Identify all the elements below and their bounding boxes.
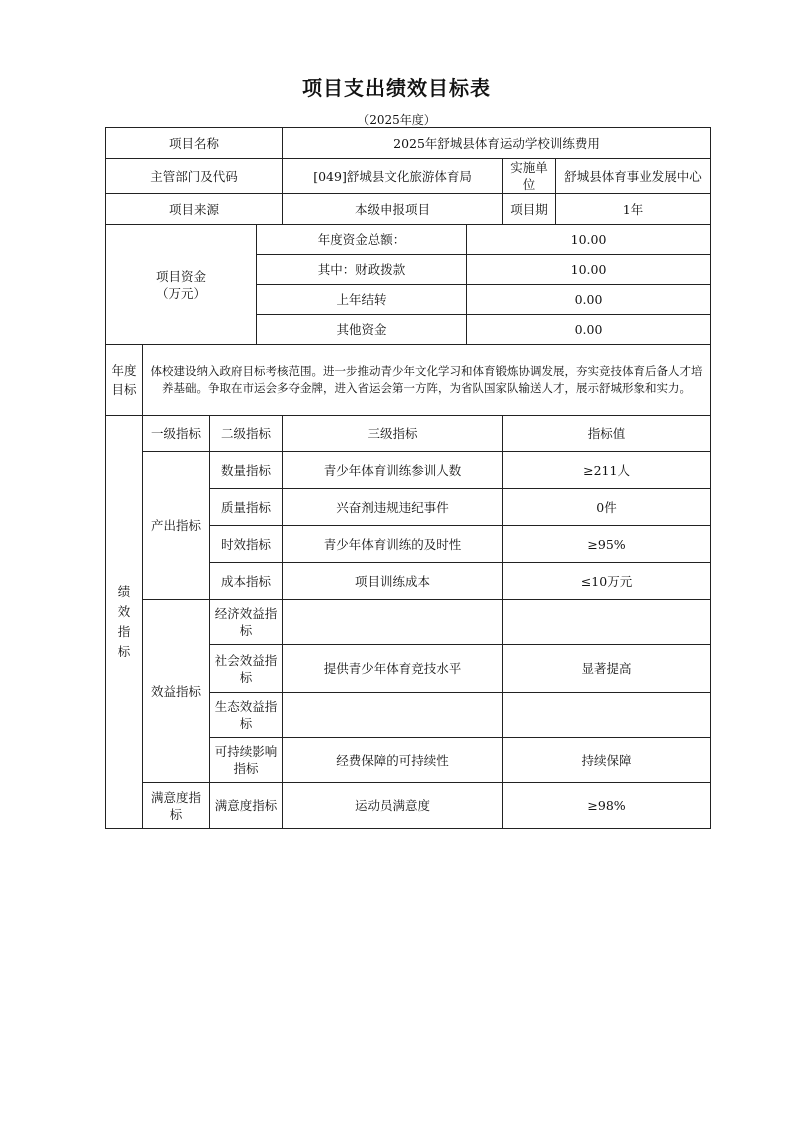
benefit-label: 效益指标 bbox=[143, 600, 210, 783]
source-value: 本级申报项目 bbox=[283, 194, 503, 225]
indicator-level3: 项目训练成本 bbox=[283, 563, 503, 600]
indicator-level3 bbox=[283, 693, 503, 738]
indicator-row bbox=[106, 783, 711, 829]
header-level2: 二级指标 bbox=[210, 416, 283, 452]
funds-fiscal-label: 其中：财政拨款 bbox=[257, 255, 467, 285]
page-title: 项目支出绩效目标表 bbox=[302, 76, 491, 100]
indicator-value: 持续保障 bbox=[503, 738, 711, 783]
indicator-level2: 满意度指标 bbox=[210, 783, 283, 829]
year-subtitle: （2025年度） bbox=[357, 113, 436, 127]
project-name-label: 项目名称 bbox=[106, 128, 283, 159]
indicator-value: 0件 bbox=[503, 489, 711, 526]
indicator-level2: 质量指标 bbox=[210, 489, 283, 526]
funds-row bbox=[106, 225, 711, 255]
indicator-level2: 社会效益指标 bbox=[210, 645, 283, 693]
dept-label: 主管部门及代码 bbox=[106, 159, 283, 194]
indicator-row bbox=[106, 600, 711, 645]
dept-value: [049]舒城县文化旅游体育局 bbox=[283, 159, 503, 194]
indicator-level2: 时效指标 bbox=[210, 526, 283, 563]
indicator-level2: 成本指标 bbox=[210, 563, 283, 600]
indicators-side-text: 绩效指标 bbox=[117, 584, 131, 659]
goal-label-text: 年度目标 bbox=[111, 363, 137, 397]
indicator-value: ≥98% bbox=[503, 783, 711, 829]
indicator-level3: 提供青少年体育竞技水平 bbox=[283, 645, 503, 693]
funds-total-label: 年度资金总额： bbox=[257, 225, 467, 255]
indicator-level3 bbox=[283, 600, 503, 645]
output-label: 产出指标 bbox=[143, 452, 210, 600]
indicator-level2: 数量指标 bbox=[210, 452, 283, 489]
funds-fiscal-value: 10.00 bbox=[467, 255, 711, 285]
indicator-value: ≤10万元 bbox=[503, 563, 711, 600]
indicator-level2: 经济效益指标 bbox=[210, 600, 283, 645]
indicator-level3: 兴奋剂违规违纪事件 bbox=[283, 489, 503, 526]
satisfaction-label: 满意度指标 bbox=[143, 783, 210, 829]
project-name-row bbox=[106, 128, 711, 159]
source-row bbox=[106, 194, 711, 225]
indicator-level2: 可持续影响指标 bbox=[210, 738, 283, 783]
period-value: 1年 bbox=[556, 194, 711, 225]
funds-carryover-value: 0.00 bbox=[467, 285, 711, 315]
funds-label bbox=[106, 225, 257, 345]
goal-label bbox=[106, 345, 143, 416]
period-label: 项目期 bbox=[503, 194, 556, 225]
indicator-value: ≥211人 bbox=[503, 452, 711, 489]
indicator-value: 显著提高 bbox=[503, 645, 711, 693]
indicator-value bbox=[503, 600, 711, 645]
indicator-level3: 运动员满意度 bbox=[283, 783, 503, 829]
dept-row bbox=[106, 159, 711, 194]
indicator-level2: 生态效益指标 bbox=[210, 693, 283, 738]
funds-carryover-label: 上年结转 bbox=[257, 285, 467, 315]
indicator-level3: 经费保障的可持续性 bbox=[283, 738, 503, 783]
funds-label-line1: 项目资金 bbox=[155, 268, 206, 284]
indicator-row bbox=[106, 452, 711, 489]
impl-unit-label: 实施单位 bbox=[503, 159, 556, 194]
funds-total-value: 10.00 bbox=[467, 225, 711, 255]
goal-text: 体校建设纳入政府目标考核范围。进一步推动青少年文化学习和体育锻炼协调发展，夯实竞技体育后备人才培养基础。争取在市运会多夺金牌，进入省运会第一方阵，为省队国家队输送人才，展示舒城形象和实力。 bbox=[143, 345, 711, 416]
header-level3: 三级指标 bbox=[283, 416, 503, 452]
header-value: 指标值 bbox=[503, 416, 711, 452]
funds-other-label: 其他资金 bbox=[257, 315, 467, 345]
indicator-level3: 青少年体育训练的及时性 bbox=[283, 526, 503, 563]
performance-table bbox=[105, 127, 711, 829]
project-name-value: 2025年舒城县体育运动学校训练费用 bbox=[283, 128, 711, 159]
funds-label-line2: （万元） bbox=[155, 285, 206, 301]
goal-row bbox=[106, 345, 711, 416]
indicators-side-label bbox=[106, 416, 143, 829]
indicator-header-row bbox=[106, 416, 711, 452]
header-level1: 一级指标 bbox=[143, 416, 210, 452]
source-label: 项目来源 bbox=[106, 194, 283, 225]
impl-unit-value: 舒城县体育事业发展中心 bbox=[556, 159, 711, 194]
funds-other-value: 0.00 bbox=[467, 315, 711, 345]
indicator-level3: 青少年体育训练参训人数 bbox=[283, 452, 503, 489]
indicator-value bbox=[503, 693, 711, 738]
indicator-value: ≥95% bbox=[503, 526, 711, 563]
